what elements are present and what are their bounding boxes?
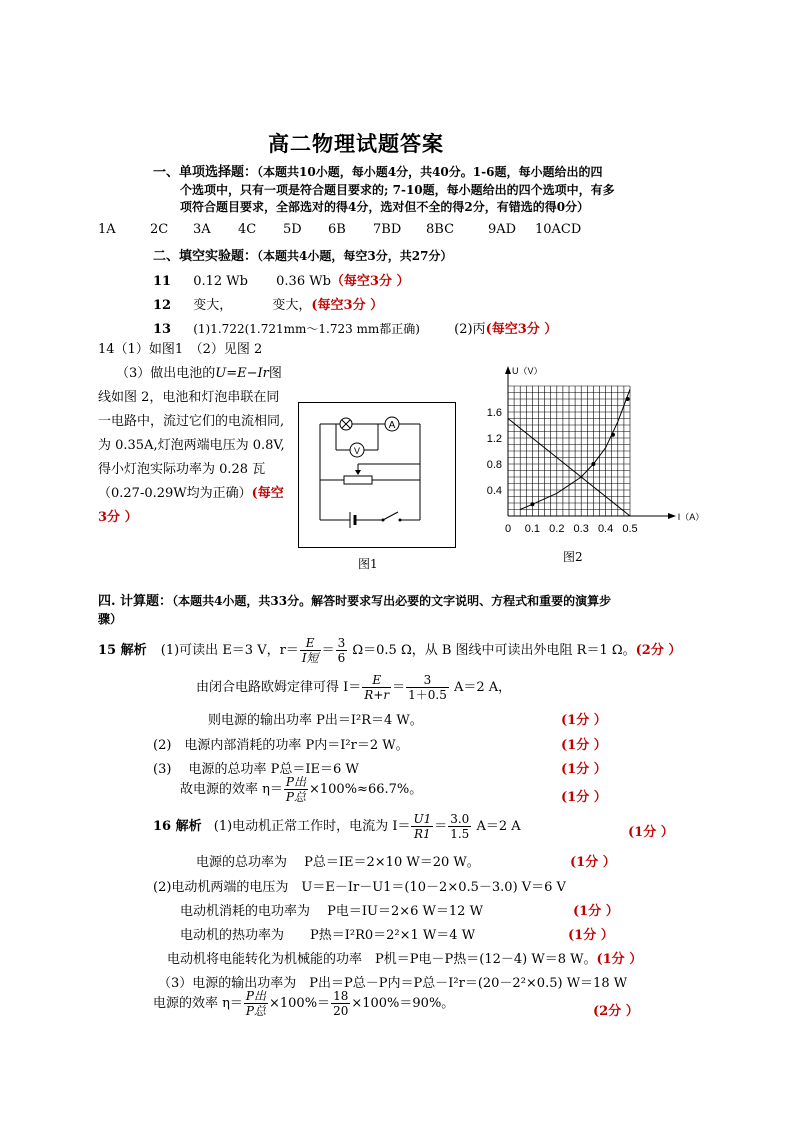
q12-answer1: 变大，	[193, 298, 233, 313]
q16-line6-score: (1分 ）	[596, 952, 643, 967]
section4-desc-line1: （本题共4小题，共33分。解答时要求写出必要的文字说明、方程式和重要的演算步	[172, 594, 612, 608]
answer-7: 7BD	[373, 222, 402, 237]
q12-num: 12	[153, 298, 172, 313]
q14-part3-word: 图	[268, 366, 282, 381]
data-point-2	[611, 433, 615, 437]
y-tick-label: 0.8	[486, 459, 502, 471]
section2-header	[153, 245, 452, 264]
q15-label: 15 解析	[98, 643, 147, 658]
section1-desc-line1: （本题共10小题，每小题4分，共40分。1-6题，每小题给出的四	[257, 165, 603, 179]
section4-line1	[98, 590, 611, 609]
q15-frac4: $\frac{3}{1+0.5}$	[408, 673, 447, 702]
figure2-chart	[478, 362, 704, 540]
answer-2: 2C	[150, 222, 169, 237]
x-tick-label: 0	[504, 523, 512, 535]
q16-frac1: $\frac{U1}{R1}$	[413, 812, 432, 841]
q15-frac1: $\frac{E}{\text{I短}}$	[301, 636, 319, 665]
y-tick-label: 1.2	[486, 433, 502, 445]
q16-frac2: $\frac{3.0}{1.5}$	[450, 812, 470, 841]
data-point-3	[626, 397, 630, 401]
q15-line4: (2) 电源内部消耗的功率 P内＝I²r＝2 W。	[153, 738, 409, 753]
answer-10: 10ACD	[535, 222, 582, 237]
q15-line1: 15 解析 (1)可读出 E＝3 V，r＝ $\frac{E}{\text{I短}}$ ＝ $\frac{3}{6}$ Ω＝0.5 Ω，从 B 图线中可读出外电阻 R＝1 Ω。(2分 ）	[98, 636, 682, 665]
x-tick-label: 0.3	[573, 523, 589, 535]
q11-row	[153, 270, 409, 289]
q13-answer2: (2)丙	[454, 322, 486, 337]
y-axis-arrow	[505, 366, 511, 374]
answer-4: 4C	[238, 222, 257, 237]
answer-8: 8BC	[426, 222, 455, 237]
rheostat-icon	[344, 476, 372, 484]
q15-line5-score: (1分 ）	[561, 762, 607, 777]
q11-answer2: 0.36 Wb	[276, 274, 331, 289]
q16-label: 16 解析	[153, 819, 202, 834]
figure1-caption: 图1	[358, 557, 378, 571]
q16-line2: 电源的总功率为 P总＝IE＝2×10 W＝20 W。	[196, 855, 480, 870]
figure2-caption: 图2	[563, 550, 583, 564]
q14-line1: 14（1）如图1 （2）见图 2	[98, 342, 263, 357]
q16-line4-score: (1分 ）	[573, 904, 619, 919]
q16-frac4: $\frac{18}{20}$	[333, 989, 349, 1018]
data-point-1	[591, 462, 595, 466]
data-point-0	[530, 502, 534, 506]
q16-frac3: $\frac{\text{P出}}{\text{P总}}$	[245, 989, 266, 1018]
q15-line4-score: (1分 ）	[561, 738, 607, 753]
q16-line1-score: (1分 ）	[628, 825, 674, 840]
q13-row	[153, 318, 557, 337]
q16-line8: 电源的效率 η＝ $\frac{\text{P出}}{\text{P总}}$ ×100%＝ $\frac{18}{20}$ ×100%＝90%。	[153, 989, 455, 1018]
q14-part3-score: (每空3分 ）	[98, 486, 284, 525]
q13-num: 13	[153, 322, 172, 337]
section1-desc-line3: 项符合题目要求，全部选对的得4分，选对但不全的得2分，有错选的得0分）	[180, 200, 590, 214]
q15-line3: 则电源的输出功率 P出＝I²R＝4 W。	[208, 713, 423, 728]
answer-9: 9AD	[488, 222, 517, 237]
q16-line5-score: (1分 ）	[568, 928, 614, 943]
q14-part3-eq: U=E−Ir	[215, 366, 269, 381]
q13-answer1: (1)1.722(1.721mm～1.723 mm都正确)	[193, 322, 420, 336]
q15-frac5: $\frac{\text{P出}}{\text{P总}}$	[285, 775, 306, 804]
section4-desc-line2: 骤）	[98, 612, 123, 626]
q15-l1c: Ω＝0.5 Ω，从 B 图线中可读出外电阻 R＝1 Ω。	[352, 643, 636, 658]
q15-line2: 由闭合电路欧姆定律可得 I＝ $\frac{E}{R+r}$ ＝ $\frac{3}{1+0.5}$ A＝2 A，	[196, 673, 512, 702]
q11-score: （每空3分 ）	[330, 274, 410, 289]
q15-line6: 故电源的效率 η＝ $\frac{\text{P出}}{\text{P总}}$ ×100%≈66.7%。	[180, 775, 423, 804]
q14-part3-intro: （3）做出电池的	[116, 366, 216, 381]
q16-line6: 电动机将电能转化为机械能的功率 P机＝P电－P热＝(12－4) W＝8 W。(1分 ）	[167, 952, 643, 967]
q15-line3-score: (1分 ）	[561, 713, 607, 728]
q11-answer1: 0.12 Wb	[193, 274, 248, 289]
figure1-circuit	[298, 402, 456, 548]
chart-axes	[505, 366, 676, 519]
x-tick-label: 0.1	[524, 523, 541, 535]
q16-line1: 16 解析 (1)电动机正常工作时，电流为 I＝ $\frac{U1}{R1}$ ＝ $\frac{3.0}{1.5}$ A＝2 A	[153, 812, 521, 841]
x-tick-label: 0.4	[597, 523, 614, 535]
q11-num: 11	[153, 274, 172, 289]
answer-6: 6B	[328, 222, 346, 237]
q16-line8-score: (2分 ）	[593, 1004, 639, 1019]
section4-heading: 四. 计算题：	[98, 594, 173, 609]
section1-desc-line2: 个选项中，只有一项是符合题目要求的; 7-10题，每小题给出的四个选项中，有多	[180, 183, 615, 197]
q16-line5: 电动机的热功率为 P热＝I²R0＝2²×1 W＝4 W	[180, 928, 476, 943]
q15-l1-score: (2分 ）	[635, 643, 682, 658]
x-axis-label: I（A）	[677, 512, 704, 522]
voltmeter-label: V	[353, 446, 361, 456]
y-axis-label: U（V）	[512, 366, 543, 376]
q16-line7: （3）电源的输出功率为 P出＝P总－P内＝P总－I²r＝(20－2²×0.5) W＝18 W	[158, 976, 628, 991]
answer-3: 3A	[193, 222, 211, 237]
answer-1: 1A	[98, 222, 116, 237]
page-title: 高二物理试题答案	[268, 131, 444, 156]
q14-part3-rest: 线如图 2，电池和灯泡串联在同一电路中，流过它们的电流相同,为 0.35A,灯泡两端电压为 0.8V,得小灯泡实际功率为 0.28 瓦（0.27-0.29W均为正确）	[98, 390, 285, 501]
q14-part3	[98, 362, 290, 530]
x-axis-arrow	[668, 513, 676, 519]
q16-line2-score: (1分 ）	[570, 855, 616, 870]
x-tick-label: 0.2	[549, 523, 565, 535]
section1-line1	[153, 161, 602, 180]
ammeter-label: A	[388, 420, 396, 431]
q15-line6-score: (1分 ）	[561, 790, 607, 805]
q15-frac3: $\frac{E}{R+r}$	[364, 673, 390, 702]
q16-line3: (2)电动机两端的电压为 U＝E－Ir－U1＝(10－2×0.5－3.0) V＝6 V	[153, 880, 566, 895]
q13-score: (每空3分 ）	[485, 322, 558, 337]
q16-line4: 电动机消耗的电功率为 P电＝IU＝2×6 W＝12 W	[180, 904, 483, 919]
section2-desc: （本题共4小题，每空3分，共27分）	[257, 249, 453, 263]
q15-frac2: $\frac{3}{6}$	[337, 636, 346, 665]
q12-row	[153, 294, 383, 313]
q15-l1a: (1)可读出 E＝3 V，r＝	[160, 643, 299, 658]
x-tick-label: 0.5	[622, 523, 638, 535]
section1-heading: 一、单项选择题：	[153, 165, 258, 180]
section2-heading: 二、填空实验题：	[153, 249, 258, 264]
q12-answer2: 变大，	[272, 298, 312, 313]
y-tick-label: 1.6	[486, 407, 502, 419]
chart-grid	[508, 386, 630, 516]
y-tick-label: 0.4	[486, 485, 502, 497]
q15-line5: (3) 电源的总功率 P总＝IE＝6 W	[153, 762, 359, 777]
q12-score: (每空3分 ）	[311, 298, 384, 313]
answer-5: 5D	[283, 222, 302, 237]
